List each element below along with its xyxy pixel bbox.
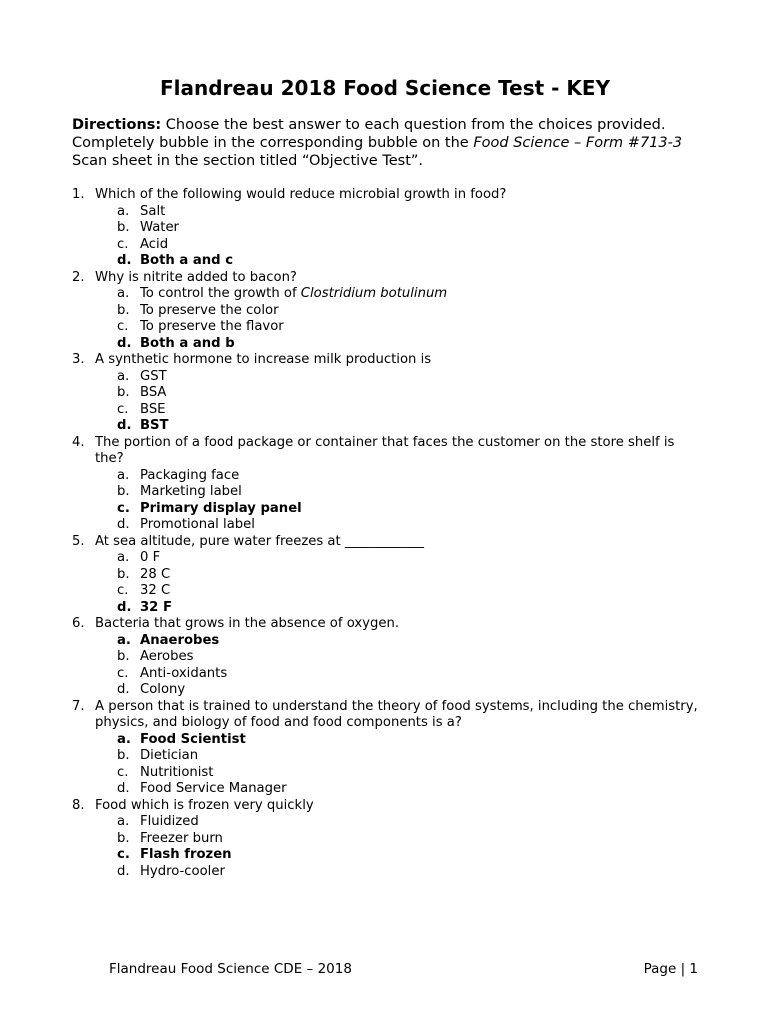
choice-letter: a. xyxy=(117,632,131,648)
choice-text: 32 C xyxy=(140,583,171,598)
question xyxy=(72,435,702,468)
choice-letter: b. xyxy=(117,649,130,664)
choice-letter: c. xyxy=(117,764,129,780)
question-text: Which of the following would reduce microbial growth in food? xyxy=(95,187,507,202)
choice-letter: a. xyxy=(117,467,130,483)
correct-answer xyxy=(72,336,702,353)
correct-answer xyxy=(72,418,702,435)
choice-text: Nutritionist xyxy=(140,764,214,780)
choice-letter: b. xyxy=(117,748,130,763)
answer-choice xyxy=(72,781,702,798)
question xyxy=(72,616,702,633)
choice-text: Primary display panel xyxy=(140,500,302,516)
question-number: 5. xyxy=(72,533,85,549)
correct-answer xyxy=(72,732,702,749)
choice-letter: c. xyxy=(117,665,129,681)
choice-text: Promotional label xyxy=(140,517,255,532)
choice-list xyxy=(72,633,702,699)
choice-text: Fluidized xyxy=(140,814,199,829)
question-text: Bacteria that grows in the absence of oxygen. xyxy=(95,616,400,631)
choice-text: Anti-oxidants xyxy=(140,665,228,681)
question-text: Food which is frozen very quickly xyxy=(95,797,314,813)
choice-letter: a. xyxy=(117,368,130,384)
choice-text: To preserve the flavor xyxy=(140,319,284,334)
question-number: 1. xyxy=(72,187,85,202)
question-number: 7. xyxy=(72,698,85,714)
answer-choice xyxy=(72,550,702,567)
directions xyxy=(72,116,702,170)
choice-text: 28 C xyxy=(140,566,171,582)
answer-choice xyxy=(72,385,702,402)
choice-text: BSE xyxy=(140,401,166,417)
answer-choice xyxy=(72,666,702,683)
choice-letter: d. xyxy=(117,863,130,879)
choice-letter: a. xyxy=(117,286,130,301)
question-text: The portion of a food package or container that faces the customer on the store shelf is the? xyxy=(95,434,675,466)
question-list xyxy=(72,187,702,880)
choice-letter: d. xyxy=(117,599,132,615)
question-number: 2. xyxy=(72,269,85,285)
choice-text: Marketing label xyxy=(140,484,242,499)
question-text: Why is nitrite added to bacon? xyxy=(95,269,297,285)
answer-choice xyxy=(72,583,702,600)
answer-choice xyxy=(72,484,702,501)
choice-text: Hydro-cooler xyxy=(140,863,225,879)
answer-choice xyxy=(72,864,702,881)
choice-text: Water xyxy=(140,220,179,235)
answer-choice xyxy=(72,682,702,699)
choice-letter: d. xyxy=(117,682,130,697)
choice-text: Freezer burn xyxy=(140,830,223,846)
choice-text: Acid xyxy=(140,236,169,252)
question xyxy=(72,699,702,732)
answer-choice xyxy=(72,220,702,237)
question-number: 6. xyxy=(72,616,85,631)
answer-choice xyxy=(72,204,702,221)
page-title: Flandreau 2018 Food Science Test - KEY xyxy=(159,76,611,100)
choice-text: GST xyxy=(140,368,167,384)
answer-choice xyxy=(72,765,702,782)
answer-choice xyxy=(72,319,702,336)
choice-letter: a. xyxy=(117,814,130,829)
choice-letter: b. xyxy=(117,220,130,235)
correct-answer xyxy=(72,501,702,518)
question xyxy=(72,270,702,287)
directions-text-1: Choose the best answer to each question from the choices provided. Completely bubble in the corresponding bubble on the xyxy=(72,117,666,151)
correct-answer xyxy=(72,253,702,270)
question-number: 3. xyxy=(72,352,85,367)
choice-letter: d. xyxy=(117,335,132,351)
question-text: A person that is trained to understand the theory of food systems, including the chemistry, physics, and biology of food and food components is a? xyxy=(95,698,698,730)
choice-text: Salt xyxy=(140,203,166,219)
choice-letter: d. xyxy=(117,418,132,433)
choice-list xyxy=(72,732,702,798)
answer-choice xyxy=(72,567,702,584)
answer-choice xyxy=(72,303,702,320)
choice-text: BSA xyxy=(140,385,167,400)
answer-choice xyxy=(72,402,702,419)
choice-letter: c. xyxy=(117,236,129,252)
choice-text-italic: Clostridium botulinum xyxy=(300,286,448,301)
choice-text: 0 F xyxy=(140,550,161,565)
choice-text: 32 F xyxy=(140,599,172,615)
answer-choice xyxy=(72,237,702,254)
choice-letter: c. xyxy=(117,500,130,516)
choice-list xyxy=(72,550,702,616)
question-text: A synthetic hormone to increase milk production is xyxy=(95,352,432,367)
question-number: 8. xyxy=(72,797,85,813)
correct-answer xyxy=(72,600,702,617)
directions-label: Directions: xyxy=(72,117,162,133)
choice-letter: a. xyxy=(117,550,130,565)
answer-choice xyxy=(72,286,702,303)
directions-text-2: Scan sheet in the section titled “Objective Test”. xyxy=(72,153,424,169)
page-number: Page | 1 xyxy=(643,961,698,977)
question-text: At sea altitude, pure water freezes at ____________ xyxy=(95,533,424,549)
choice-letter: d. xyxy=(117,253,132,268)
answer-choice xyxy=(72,369,702,386)
choice-letter: c. xyxy=(117,583,129,598)
choice-letter: a. xyxy=(117,203,130,219)
choice-text: Aerobes xyxy=(140,649,194,664)
question xyxy=(72,534,702,551)
choice-letter: b. xyxy=(117,385,130,400)
correct-answer xyxy=(72,847,702,864)
choice-list xyxy=(72,468,702,534)
choice-text: To control the growth of xyxy=(140,286,301,301)
choice-letter: c. xyxy=(117,401,129,417)
choice-text: Food Service Manager xyxy=(140,781,287,796)
choice-letter: d. xyxy=(117,781,130,796)
choice-text: Anaerobes xyxy=(140,632,220,648)
choice-letter: b. xyxy=(117,566,130,582)
footer-title: Flandreau Food Science CDE – 2018 xyxy=(109,961,352,977)
answer-choice xyxy=(72,468,702,485)
choice-letter: b. xyxy=(117,484,130,499)
form-name: Food Science – Form #713-3 xyxy=(473,135,683,151)
choice-letter: c. xyxy=(117,319,129,334)
choice-letter: b. xyxy=(117,302,130,318)
choice-text: Both a and c xyxy=(140,253,234,268)
answer-choice xyxy=(72,748,702,765)
choice-text: Packaging face xyxy=(140,467,240,483)
answer-choice xyxy=(72,517,702,534)
answer-choice xyxy=(72,649,702,666)
choice-list xyxy=(72,814,702,880)
choice-letter: d. xyxy=(117,517,130,532)
choice-text: Flash frozen xyxy=(140,847,232,862)
question xyxy=(72,352,702,369)
choice-text: Colony xyxy=(140,682,186,697)
question-number: 4. xyxy=(72,434,85,450)
choice-list xyxy=(72,369,702,435)
answer-choice xyxy=(72,831,702,848)
choice-letter: a. xyxy=(117,731,131,747)
choice-letter: b. xyxy=(117,830,130,846)
choice-letter: c. xyxy=(117,847,130,862)
question xyxy=(72,798,702,815)
question xyxy=(72,187,702,204)
choice-list xyxy=(72,204,702,270)
choice-text: BST xyxy=(140,418,169,433)
answer-choice xyxy=(72,814,702,831)
choice-text: Dietician xyxy=(140,748,199,763)
choice-text: Food Scientist xyxy=(140,731,246,747)
choice-text: Both a and b xyxy=(140,335,235,351)
choice-list xyxy=(72,286,702,352)
choice-text: To preserve the color xyxy=(140,302,279,318)
correct-answer xyxy=(72,633,702,650)
